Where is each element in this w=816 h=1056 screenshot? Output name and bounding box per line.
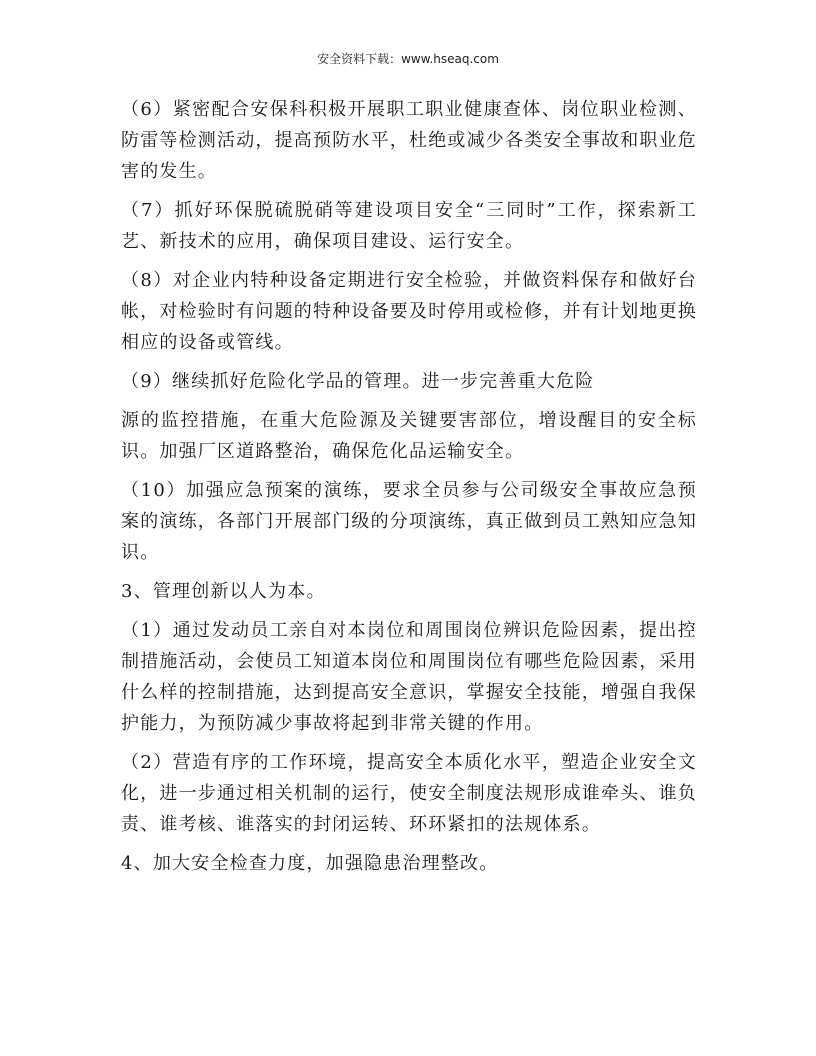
paragraph-item-10: （10）加强应急预案的演练，要求全员参与公司级安全事故应急预案的演练，各部门开展部门级的分项演练，真正做到员工熟知应急知识。 xyxy=(121,480,697,563)
paragraph-item-7: （7）抓好环保脱硫脱硝等建设项目安全“三同时”工作，探索新工艺、新技术的应用，确保项目建设、运行安全。 xyxy=(121,200,697,252)
document-body xyxy=(121,94,697,887)
paragraph-item-8: （8）对企业内特种设备定期进行安全检验，并做资料保存和做好台帐，对检验时有问题的特种设备要及时停用或检修，并有计划地更换相应的设备或管线。 xyxy=(121,270,697,353)
section-heading-3: 3、管理创新以人为本。 xyxy=(121,581,326,602)
paragraph-subitem-2: （2）营造有序的工作环境，提高安全本质化水平，塑造企业安全文化，进一步通过相关机制的运行，使安全制度法规形成谁牵头、谁负责、谁考核、谁落实的封闭运转、环环紧扣的法规体系。 xyxy=(121,752,697,835)
paragraph-item-9: （9）继续抓好危险化学品的管理。进一步完善重大危险 xyxy=(121,371,595,392)
paragraph-item-6: （6）紧密配合安保科积极开展职工职业健康查体、岗位职业检测、防雷等检测活动，提高预防水平，杜绝或减少各类安全事故和职业危害的发生。 xyxy=(121,99,697,182)
page-header: 安全资料下载：www.hseaq.com xyxy=(317,52,499,66)
paragraph-item-9-continued: 源的监控措施，在重大危险源及关键要害部位，增设醒目的安全标识。加强厂区道路整治，确保危化品运输安全。 xyxy=(121,410,697,462)
paragraph-subitem-1: （1）通过发动员工亲自对本岗位和周围岗位辨识危险因素，提出控制措施活动，会使员工知道本岗位和周围岗位有哪些危险因素，采用什么样的控制措施，达到提高安全意识，掌握安全技能，增强自我保护能力，为预防减少事故将起到非常关键的作用。 xyxy=(121,620,697,734)
section-heading-4: 4、加大安全检查力度，加强隐患治理整改。 xyxy=(121,853,499,874)
